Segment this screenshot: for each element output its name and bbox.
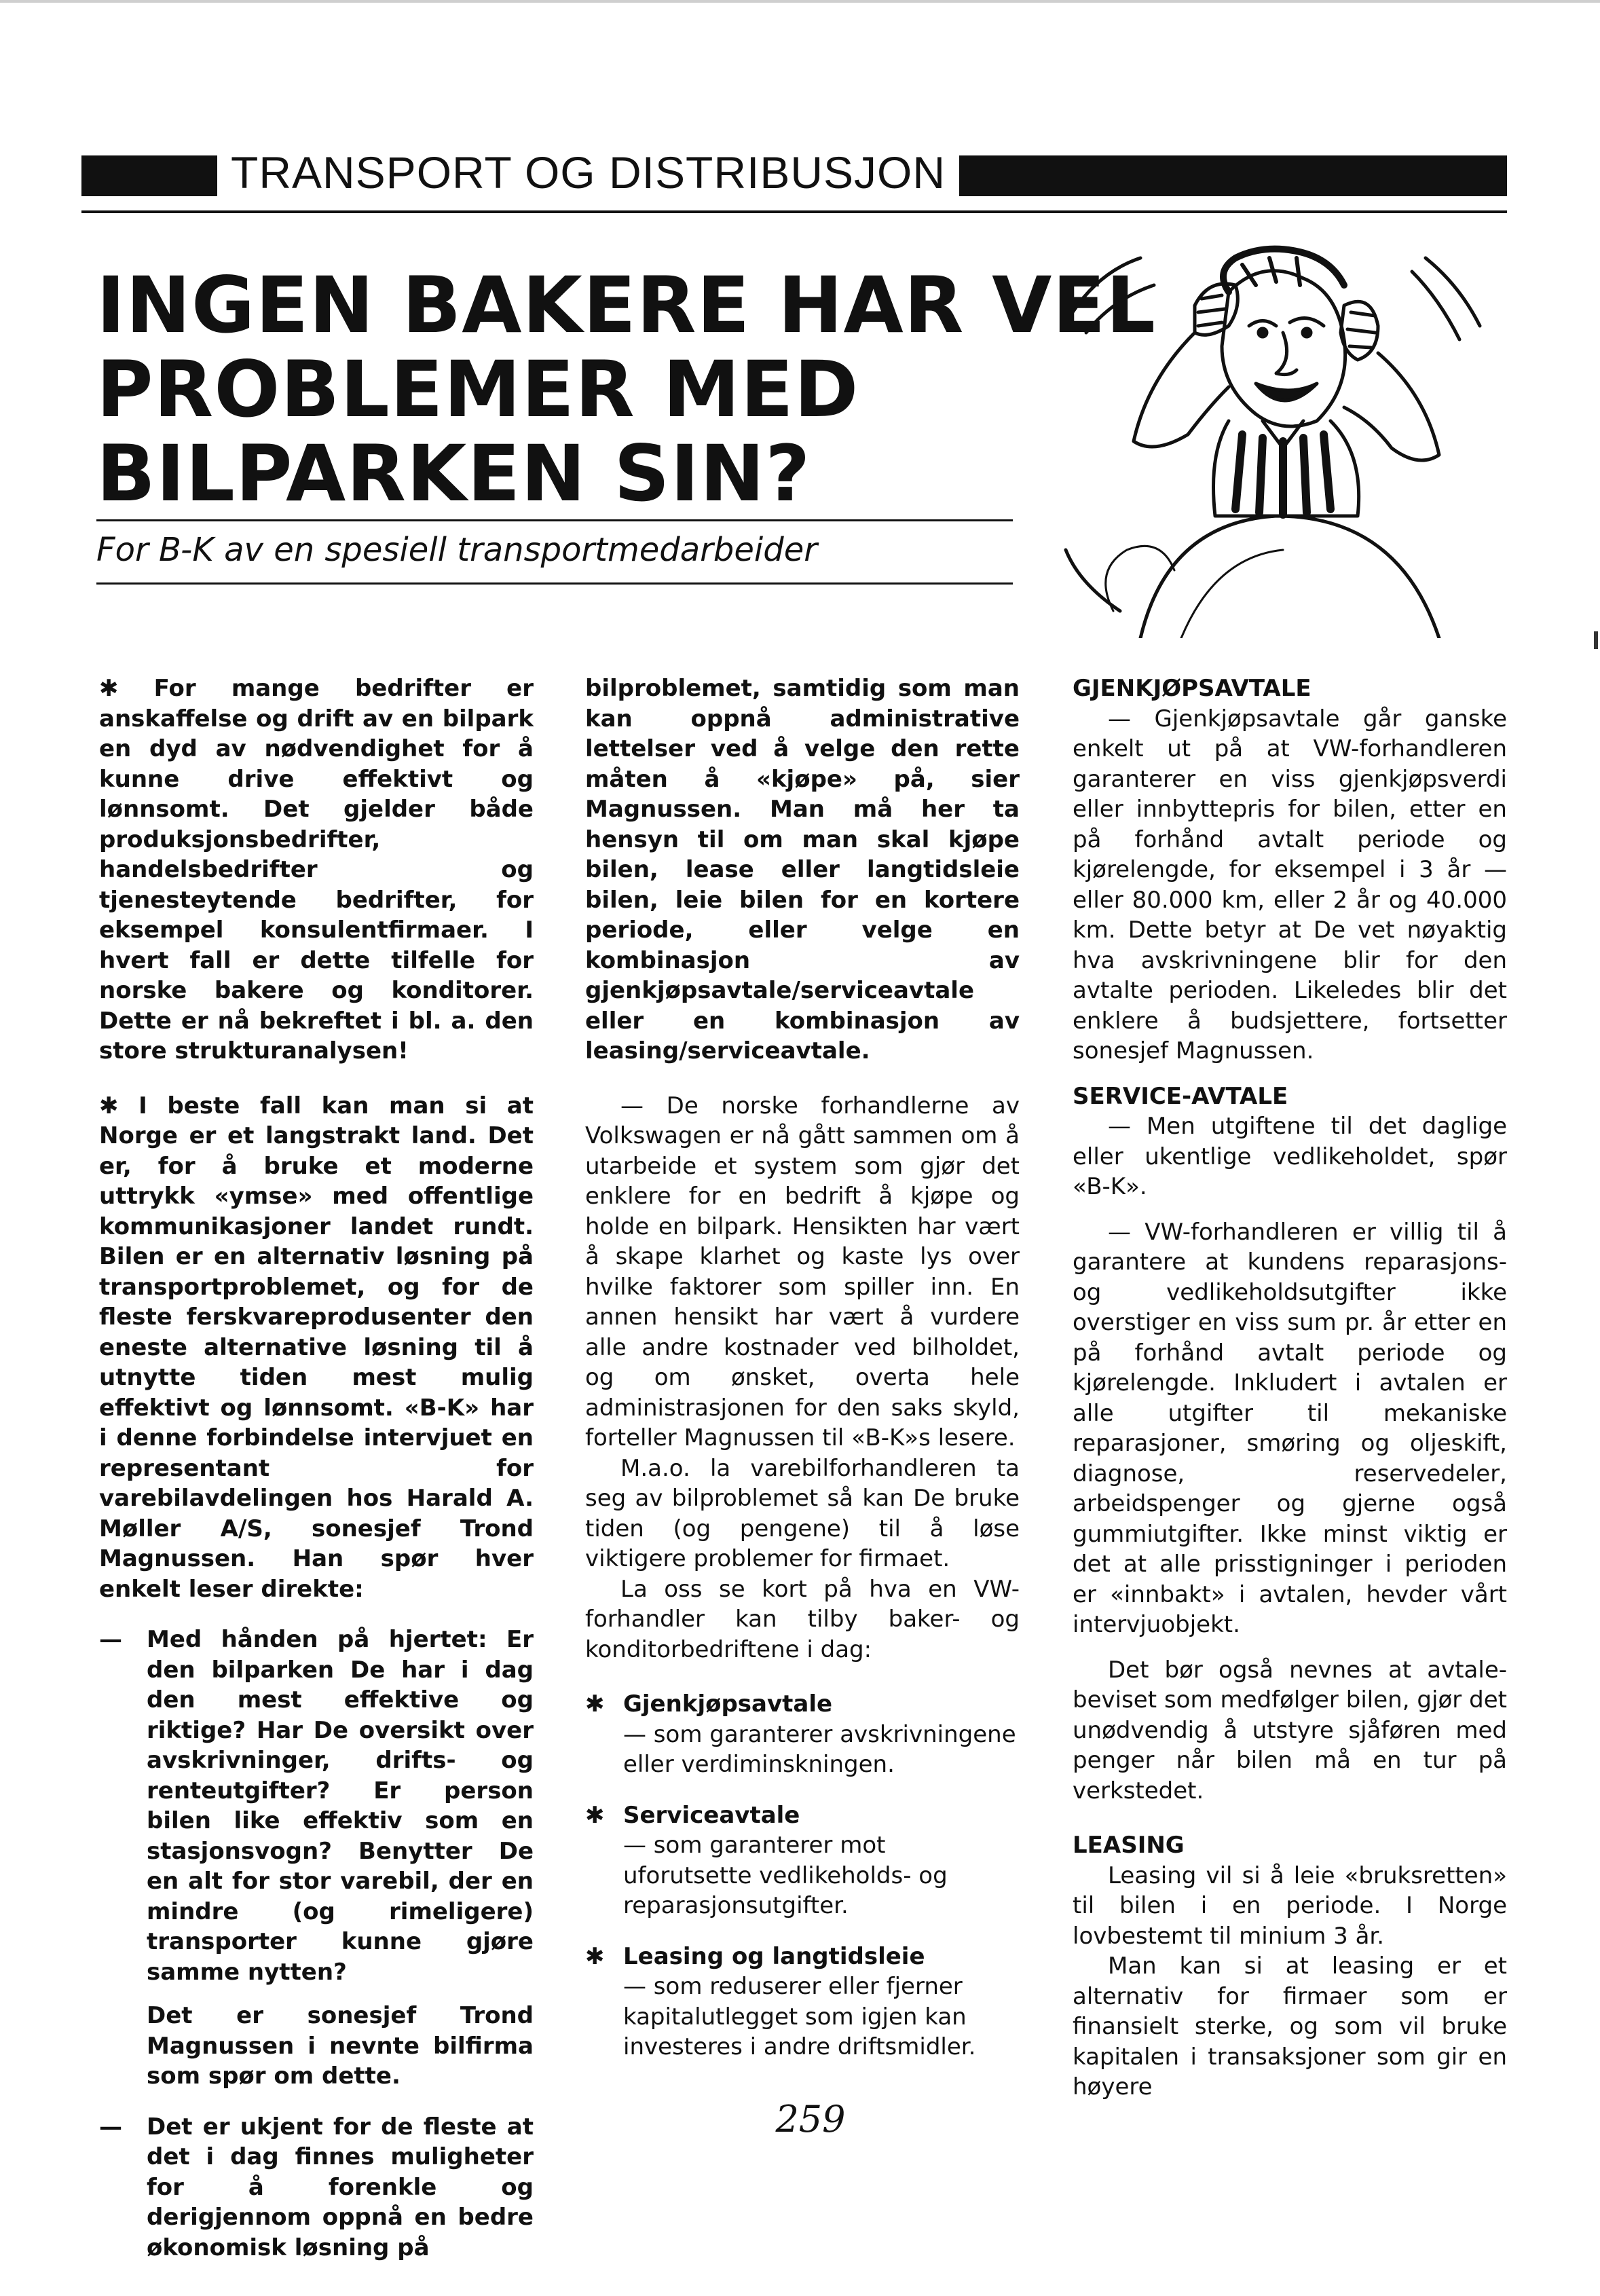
offer-label: Gjenkjøpsavtale — [623, 1690, 833, 1718]
subheading-leasing: LEASING — [1073, 1832, 1185, 1859]
column-3 — [1073, 673, 1507, 2103]
col2-paragraph: — De norske forhandlerne av Volkswagen er nå gått sammen om å utarbeide et system som gjør det enklere for en bedrift å kjøpe og holde en bilpark. Hensikten har vært å skape klarhet og kaste lys over hvilke faktorer som spiller inn. En annen hensikt har vært å vurdere alle andre kostnader ved bilholdet, og om ønsket, overta hele administrasjonen for den saks skyld, forteller Magnussen til «B-K»s lesere. — [585, 1092, 1020, 1451]
section-bar-block-right — [959, 155, 1507, 196]
section-title: TRANSPORT OG DISTRIBUSJON — [231, 147, 946, 198]
col1-question-text: Det er ukjent for de fleste at det i dag finnes muligheter for å forenkle og derigjennom oppnå en bedre økonomisk løsning på — [147, 2113, 534, 2261]
headline-line: INGEN BAKERE HAR VEL — [96, 260, 1156, 350]
col3-paragraph: — Men utgiftene til det daglige eller ukentlige vedlikeholdet, spør «B-K». — [1073, 1113, 1507, 1200]
offer-list-item — [585, 1800, 1020, 1921]
stressed-man-cartoon-icon — [1059, 231, 1493, 638]
star-bullet-icon: ✱ — [585, 1801, 605, 1829]
offer-list-item — [585, 1942, 1020, 2062]
section-header — [81, 141, 1507, 204]
headline-line: BILPARKEN SIN? — [96, 428, 811, 519]
subheading-gjenkjopsavtale: GJENKJØPSAVTALE — [1073, 675, 1311, 702]
star-bullet-icon: ✱ — [585, 1690, 605, 1718]
col3-paragraph: — Gjenkjøpsavtale går ganske enkelt ut på at VW-forhandleren garanterer en viss gjenkjøpsverdi eller innbyttepris for bilen, etter en på forhånd avtalt periode og kjørelengde, for eksempel i 3 år — eller 80.000 km, eller 2 år og 40.000 km. Dette betyr at De vet nøyaktig hva avskrivningene blir for den avtalte perioden. Likeledes blir det enklere å budsjettere, fortsetter sonesjef Magnussen. — [1073, 705, 1507, 1064]
col1-paragraph: ✱ For mange bedrifter er anskaffelse og drift av en bilpark en dyd av nødvendighet for å kunne drive effektivt og lønnsomt. Det gjelder både produksjonsbedrifter, handelsbedrifter og tjenesteytende bedrifter, for eksempel konsulentfirmaer. I hvert fall er dette tilfelle for norske bakere og konditorer. Dette er nå bekreftet i bl. a. den store strukturanalysen! — [99, 675, 534, 1064]
column-2 — [585, 673, 1020, 2062]
col2-paragraph: bilproblemet, samtidig som man kan oppnå administrative lettelser ved å velge den rette måten å «kjøpe» på, sier Magnussen. Man må her ta hensyn til om man skal kjøpe bilen, lease eller langtidsleie bilen, leie bilen for en kortere periode, eller velge en kombinasjon av gjenkjøpsavtale/serviceavtale eller en kombinasjon av leasing/serviceavtale. — [585, 675, 1020, 1064]
byline: For B-K av en spesiell transportmedarbeider — [96, 531, 817, 569]
col1-question-text: Med hånden på hjertet: Er den bilparken De har i dag den mest effektive og riktige? Har De oversikt over avskrivninger, drifts- og renteutgifter? Er person bilen like effektiv som en stasjonsvogn? Benytter De en alt for stor varebil, der en mindre (og rimeligere) transporter kunne gjøre samme nytten? — [147, 1626, 534, 1986]
section-rule — [81, 210, 1507, 213]
offer-description: — som reduserer eller fjerner kapitalutlegget som igjen kan investeres i andre driftsmidler. — [623, 1973, 976, 2060]
offer-label: Leasing og langtidsleie — [623, 1942, 925, 1970]
headline-line: PROBLEMER MED — [96, 344, 859, 434]
section-bar-block-left — [81, 155, 217, 196]
col1-question-item — [99, 1625, 534, 1987]
headline — [96, 260, 1156, 519]
col2-paragraph: La oss se kort på hva en VW-forhandler kan tilby baker- og konditorbedriftene i dag: — [585, 1575, 1020, 1663]
offer-description: — som garanterer mot uforutsette vedlikeholds- og reparasjonsutgifter. — [623, 1832, 948, 1919]
subheading-service-avtale: SERVICE-AVTALE — [1073, 1082, 1288, 1110]
edge-mark — [1594, 631, 1598, 649]
dash-bullet: — — [99, 1626, 122, 1653]
column-1 — [99, 673, 534, 2263]
col3-paragraph: — VW-forhandleren er villig til å garantere at kundens reparasjons- og vedlikeholdsutgifter ikke overstiger en viss sum pr. år etter en på forhånd avtalt periode og kjørelengde. Inkludert i avtalen er alle utgifter til mekaniske reparasjoner, smøring og oljeskift, diagnose, reservedeler, arbeidspenger og gjerne også gummiutgifter. Ikke minst viktig er det at alle prisstigninger i perioden er «innbakt» i avtalen, hevder vårt intervjuobjekt. — [1073, 1218, 1507, 1638]
col3-paragraph: Det bør også nevnes at avtale-beviset som medfølger bilen, gjør det unødvendig å utstyre sjåføren med penger når bilen må en tur på verkstedet. — [1073, 1656, 1507, 1804]
byline-rule-top — [96, 519, 1013, 521]
top-edge-rule — [0, 0, 1600, 3]
dash-bullet: — — [99, 2113, 122, 2141]
offer-list-item — [585, 1689, 1020, 1780]
offer-description: — som garanterer avskrivningene eller verdiminskningen. — [623, 1720, 1016, 1778]
col2-paragraph: M.a.o. la varebilforhandleren ta seg av bilproblemet så kan De bruke tiden (og pengene) til å løse viktigere problemer for firmaet. — [585, 1454, 1020, 1572]
col1-paragraph: ✱ I beste fall kan man si at Norge er et langstrakt land. Det er, for å bruke et moderne uttrykk «ymse» med offentlige kommunikasjoner landet rundt. Bilen er en alternativ løsning på transportproblemet, og for de fleste ferskvareprodusenter den eneste alternative løsning til å utnytte tiden mest mulig effektivt og lønnsomt. «B-K» har i denne forbindelse intervjuet en representant for varebilavdelingen hos Harald A. Møller A/S, sonesjef Trond Magnussen. Han spør hver enkelt leser direkte: — [99, 1092, 534, 1603]
col3-paragraph: Leasing vil si å leie «bruksretten» til bilen i en periode. I Norge lovbestemt til minium 3 år. — [1073, 1862, 1507, 1950]
col1-question-item — [99, 2112, 534, 2263]
byline-rule-bottom — [96, 582, 1013, 585]
col3-paragraph: Man kan si at leasing er et alternativ for firmaer som er finansielt sterke, og som vil bruke kapitalen i transaksjoner som gir en høyere — [1073, 1952, 1507, 2100]
star-bullet-icon: ✱ — [585, 1942, 605, 1970]
offer-label: Serviceavtale — [623, 1801, 800, 1829]
page-number: 259 — [775, 2098, 846, 2141]
col1-paragraph: Det er sonesjef Trond Magnussen i nevnte bilfirma som spør om dette. — [147, 2002, 534, 2090]
